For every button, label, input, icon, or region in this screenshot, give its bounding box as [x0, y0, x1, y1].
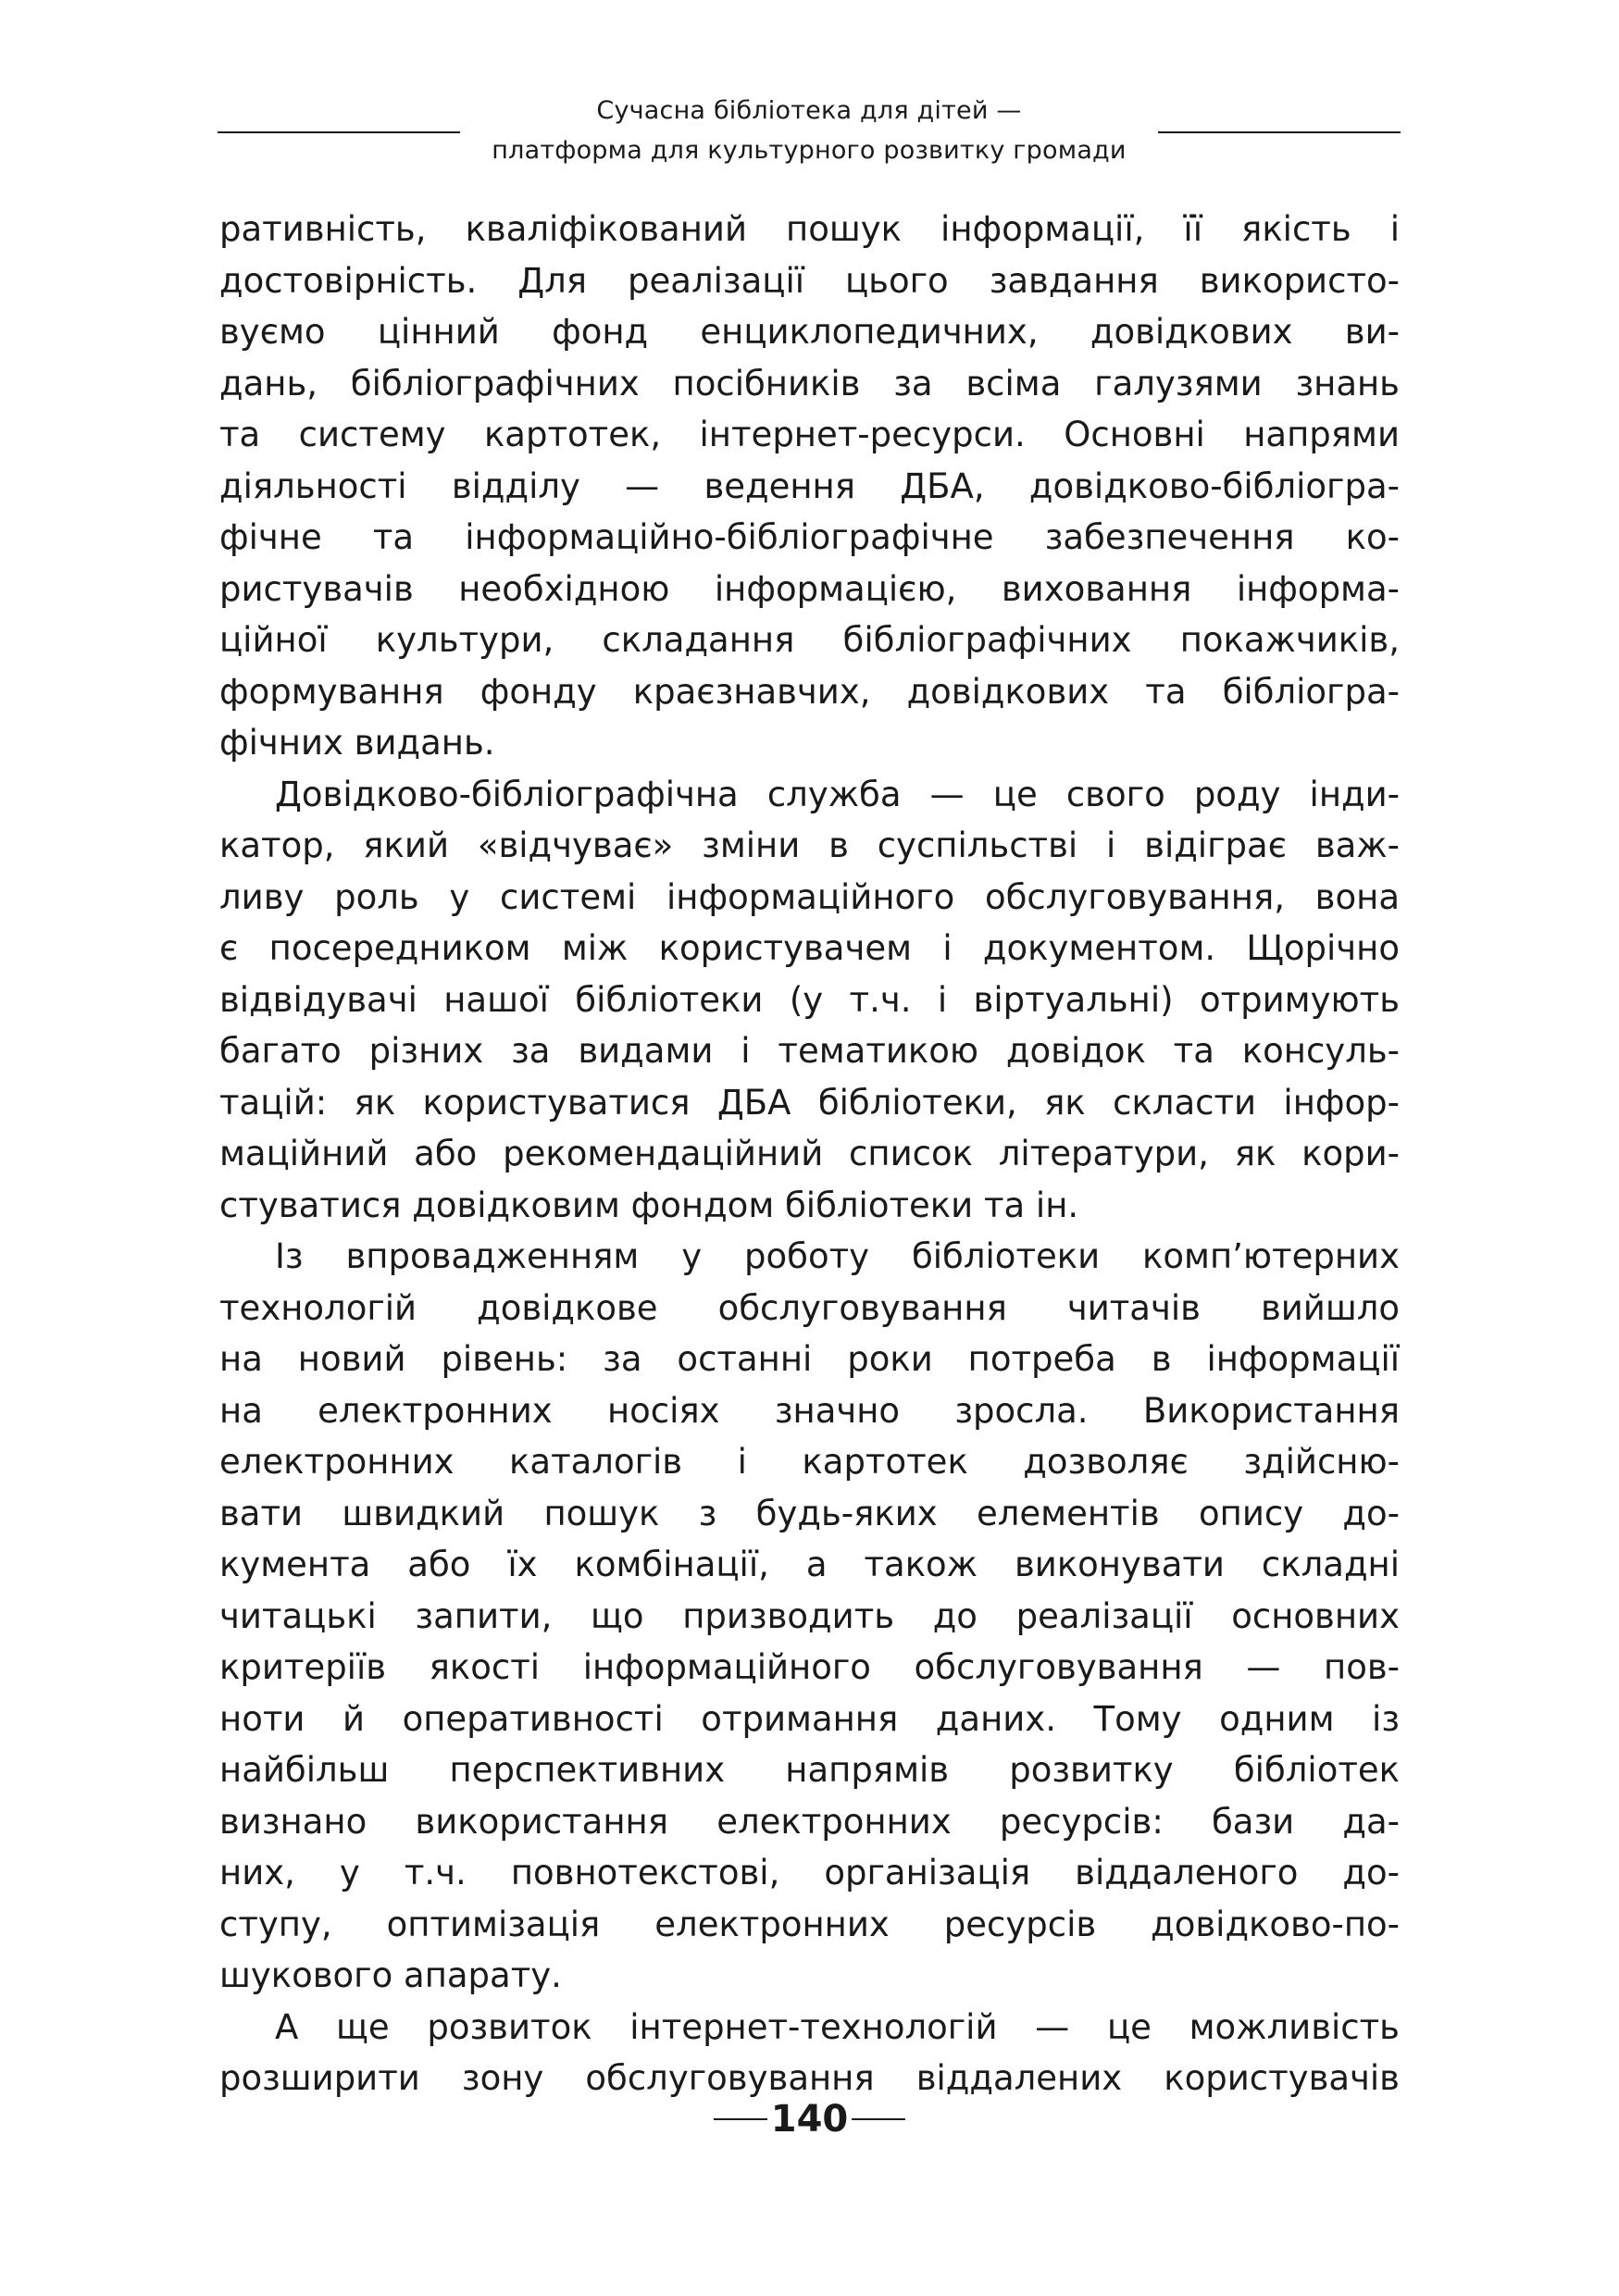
- text-line: критеріїв якості інформаційного обслуговування — пов-: [219, 1647, 1400, 1687]
- text-line: визнано використання електронних ресурсів: бази да-: [219, 1801, 1400, 1842]
- text-line: ристувачів необхідною інформацією, виховання інформа-: [219, 568, 1400, 609]
- text-line: кумента або їх комбінації, а також виконувати складні: [219, 1545, 1400, 1584]
- running-header-line-1: Сучасна бібліотека для дітей —: [596, 96, 1022, 125]
- paragraph-first-line: А ще розвиток інтернет-технологій — це можливість: [275, 2006, 1400, 2047]
- text-line: на новий рівень: за останні роки потреба в інформації: [219, 1339, 1400, 1379]
- text-line: розширити зону обслуговування віддалених користувачів: [219, 2058, 1400, 2098]
- text-line: відвідувачі нашої бібліотеки (у т.ч. і віртуальні) отримують: [219, 979, 1400, 1020]
- text-line: фічне та інформаційно-бібліографічне забезпечення ко-: [219, 517, 1400, 557]
- text-line: ративність, кваліфікований пошук інформації, її якість і: [219, 209, 1400, 249]
- text-line: тацій: як користуватися ДБА бібліотеки, як скласти інфор-: [219, 1082, 1400, 1123]
- text-line: є посередником між користувачем і документом. Щорічно: [219, 928, 1400, 968]
- text-line: дань, бібліографічних посібників за всіма галузями знань: [219, 363, 1400, 403]
- text-line: вати швидкий пошук з будь-яких елементів опису до-: [219, 1493, 1400, 1533]
- text-line: технологій довідкове обслуговування читачів вийшло: [219, 1287, 1400, 1328]
- header-rule-right: [1158, 131, 1401, 133]
- page-footer: [0, 2091, 1619, 2147]
- text-line: вуємо цінний фонд енциклопедичних, довідкових ви-: [219, 312, 1400, 352]
- text-line: ційної культури, складання бібліографічних покажчиків,: [219, 620, 1400, 660]
- running-header-title: [477, 91, 1141, 170]
- text-line: них, у т.ч. повнотекстові, організація віддаленого до-: [219, 1853, 1400, 1893]
- header-rule-left: [218, 131, 460, 133]
- paragraph-end-line: стуватися довідковим фондом бібліотеки та ін.: [219, 1185, 1079, 1225]
- paragraph-end-line: фічних видань.: [219, 723, 495, 763]
- page-number: 140: [770, 2098, 849, 2141]
- text-line: формування фонду краєзнавчих, довідкових та бібліогра-: [219, 671, 1400, 712]
- text-line: ливу роль у системі інформаційного обслуговування, вона: [219, 876, 1400, 917]
- text-line: діяльності відділу — ведення ДБА, довідково-бібліогра-: [219, 465, 1400, 506]
- text-line: ноти й оперативності отримання даних. Тому одним із: [219, 1698, 1400, 1739]
- running-header-line-2: платформа для культурного розвитку громади: [492, 136, 1127, 165]
- text-line: читацькі запити, що призводить до реалізації основних: [219, 1595, 1400, 1636]
- paragraph-first-line: Довідково-бібліографічна служба — це свого роду інди-: [275, 774, 1400, 814]
- running-header: [218, 91, 1401, 174]
- text-line: ступу, оптимізація електронних ресурсів довідково-по-: [219, 1904, 1400, 1944]
- text-line: на електронних носіях значно зросла. Використання: [219, 1390, 1400, 1431]
- paragraph-end-line: шукового апарату.: [219, 1955, 562, 1995]
- text-line: достовірність. Для реалізації цього завдання використо-: [219, 260, 1400, 301]
- text-line: електронних каталогів і картотек дозволяє здійсню-: [219, 1442, 1400, 1482]
- body-text: [219, 204, 1400, 2104]
- text-line: маційний або рекомендаційний список літератури, як кори-: [219, 1134, 1400, 1173]
- text-line: найбільш перспективних напрямів розвитку бібліотек: [219, 1750, 1400, 1790]
- paragraph-first-line: Із впровадженням у роботу бібліотеки комп’ютерних: [275, 1236, 1400, 1276]
- text-line: багато різних за видами і тематикою довідок та консуль-: [219, 1031, 1400, 1071]
- footer-rule-left: [714, 2118, 767, 2120]
- text-line: та систему картотек, інтернет-ресурси. Основні напрями: [219, 415, 1400, 454]
- footer-rule-right: [852, 2118, 905, 2120]
- text-line: катор, який «відчуває» зміни в суспільстві і відіграє важ-: [219, 825, 1400, 865]
